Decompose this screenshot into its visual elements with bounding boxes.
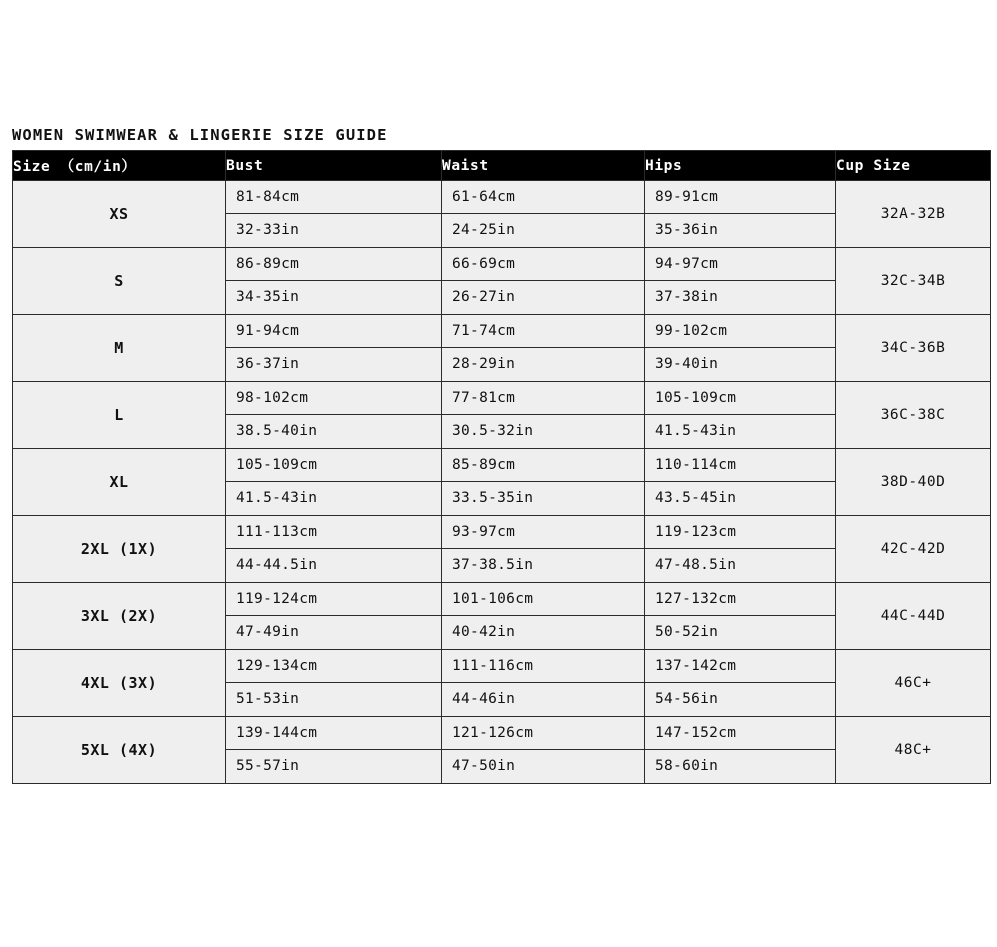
cell-bust [226,717,442,784]
cell-bust-in: 51-53in [236,691,300,707]
column-header-cup-size: Cup Size [836,151,991,181]
cell-waist-cm: 121-126cm [442,717,644,750]
cell-cup-size: 36C-38C [836,382,991,449]
cell-size: 4XL (3X) [13,650,226,717]
cell-waist-cm: 71-74cm [442,315,644,348]
cell-hips-cm: 119-123cm [645,516,835,549]
cell-hips-cm: 147-152cm [645,717,835,750]
cell-cup-size: 32A-32B [836,181,991,248]
cell-waist-cm: 77-81cm [442,382,644,415]
cell-size: 2XL (1X) [13,516,226,583]
cell-cup-size: 34C-36B [836,315,991,382]
cell-waist [442,583,645,650]
cell-hips-cm: 127-132cm [645,583,835,616]
size-chart-container [12,150,985,784]
cell-size: 5XL (4X) [13,717,226,784]
cell-hips [645,181,836,248]
table-row [13,717,991,784]
cell-hips-in: 37-38in [655,289,719,305]
cell-size: XL [13,449,226,516]
cell-bust-in: 44-44.5in [236,557,318,573]
cell-waist-in: 28-29in [452,356,516,372]
cell-waist-in: 37-38.5in [452,557,534,573]
cell-bust [226,382,442,449]
cell-bust [226,248,442,315]
cell-bust [226,583,442,650]
cell-hips-in: 43.5-45in [655,490,737,506]
cell-hips-in: 41.5-43in [655,423,737,439]
column-header-hips: Hips [645,151,836,181]
cell-bust-cm: 119-124cm [226,583,441,616]
cell-size: 3XL (2X) [13,583,226,650]
cell-bust-in: 38.5-40in [236,423,318,439]
cell-waist-cm: 85-89cm [442,449,644,482]
cell-size: L [13,382,226,449]
cell-bust-in: 55-57in [236,758,300,774]
cell-hips-cm: 105-109cm [645,382,835,415]
cell-hips-in: 47-48.5in [655,557,737,573]
table-row [13,449,991,516]
cell-bust-cm: 81-84cm [226,181,441,214]
cell-waist-cm: 61-64cm [442,181,644,214]
cell-hips [645,248,836,315]
table-header [13,151,991,181]
cell-bust [226,516,442,583]
cell-hips [645,449,836,516]
cell-waist-in: 44-46in [452,691,516,707]
cell-waist-in: 30.5-32in [452,423,534,439]
cell-waist-in: 33.5-35in [452,490,534,506]
cell-hips-in: 35-36in [655,222,719,238]
cell-bust-in: 34-35in [236,289,300,305]
table-body [13,181,991,784]
cell-waist-cm: 111-116cm [442,650,644,683]
cell-waist [442,181,645,248]
table-row [13,583,991,650]
cell-bust-cm: 129-134cm [226,650,441,683]
cell-cup-size: 48C+ [836,717,991,784]
table-row [13,181,991,248]
cell-bust-cm: 86-89cm [226,248,441,281]
cell-bust [226,650,442,717]
cell-cup-size: 38D-40D [836,449,991,516]
cell-hips-in: 50-52in [655,624,719,640]
cell-hips [645,650,836,717]
column-header-waist: Waist [442,151,645,181]
cell-hips-in: 58-60in [655,758,719,774]
table-row [13,382,991,449]
cell-bust-cm: 111-113cm [226,516,441,549]
cell-hips-cm: 110-114cm [645,449,835,482]
table-row [13,315,991,382]
cell-bust-in: 41.5-43in [236,490,318,506]
cell-hips-cm: 94-97cm [645,248,835,281]
cell-size: XS [13,181,226,248]
cell-hips-in: 39-40in [655,356,719,372]
size-chart-table [12,150,991,784]
cell-hips [645,717,836,784]
table-row [13,248,991,315]
cell-hips [645,382,836,449]
cell-hips-cm: 137-142cm [645,650,835,683]
cell-hips-in: 54-56in [655,691,719,707]
cell-waist [442,449,645,516]
cell-bust-cm: 98-102cm [226,382,441,415]
cell-bust-in: 47-49in [236,624,300,640]
cell-size: M [13,315,226,382]
cell-hips [645,516,836,583]
cell-hips [645,315,836,382]
cell-bust [226,449,442,516]
cell-waist [442,516,645,583]
cell-cup-size: 46C+ [836,650,991,717]
page-title: WOMEN SWIMWEAR & LINGERIE SIZE GUIDE [12,126,388,144]
table-row [13,516,991,583]
cell-waist-in: 47-50in [452,758,516,774]
cell-waist-in: 24-25in [452,222,516,238]
cell-bust-in: 32-33in [236,222,300,238]
cell-waist [442,717,645,784]
cell-waist [442,650,645,717]
cell-waist-cm: 101-106cm [442,583,644,616]
cell-waist [442,315,645,382]
cell-waist-cm: 93-97cm [442,516,644,549]
cell-waist [442,248,645,315]
cell-waist [442,382,645,449]
table-row [13,650,991,717]
cell-waist-in: 40-42in [452,624,516,640]
cell-size: S [13,248,226,315]
cell-bust [226,181,442,248]
cell-bust-cm: 139-144cm [226,717,441,750]
column-header-bust: Bust [226,151,442,181]
cell-hips-cm: 99-102cm [645,315,835,348]
table-header-row [13,151,991,181]
cell-hips-cm: 89-91cm [645,181,835,214]
cell-hips [645,583,836,650]
cell-waist-cm: 66-69cm [442,248,644,281]
column-header-size: Size （cm/in） [13,151,226,181]
cell-bust-in: 36-37in [236,356,300,372]
cell-waist-in: 26-27in [452,289,516,305]
cell-bust-cm: 105-109cm [226,449,441,482]
cell-bust-cm: 91-94cm [226,315,441,348]
cell-cup-size: 32C-34B [836,248,991,315]
cell-cup-size: 44C-44D [836,583,991,650]
cell-bust [226,315,442,382]
cell-cup-size: 42C-42D [836,516,991,583]
